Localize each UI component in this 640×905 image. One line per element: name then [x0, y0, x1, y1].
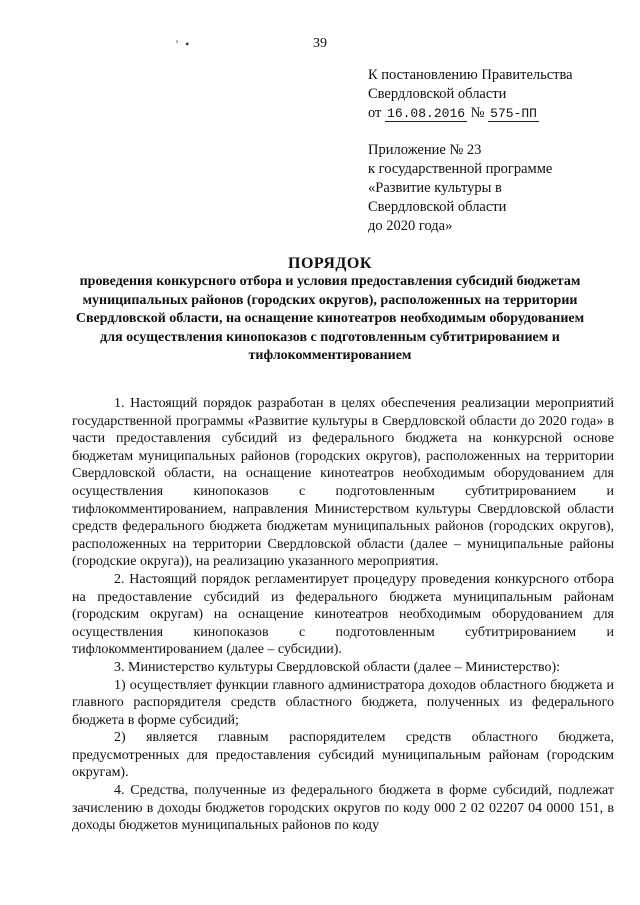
resolution-reference	[368, 66, 573, 123]
appendix-line-2: к государственной программе	[368, 161, 553, 177]
appendix-line-1: Приложение № 23	[368, 142, 482, 158]
paragraph-1: 1. Настоящий порядок разработан в целях обеспечения реализации мероприятий государственной программы «Развитие культуры в Свердловской области до 2020 года» в части предоставления субсидий из федерального бюджета на конкурсной основе бюджетам муниципальных районов (городских округов), расположенных на территории Свердловской области, на оснащение кинотеатров необходимым оборудованием для осуществления кинопоказов с подготовленным субтитрированием и тифлокомментированием, направления Министерством культуры Свердловской области средств федерального бюджета бюджетам муниципальных районов (городских округов), расположенных на территории Свердловской области (далее – муниципальные районы (городские округа)), на реализацию указанного мероприятия.	[72, 396, 614, 570]
document-subtitle: проведения конкурсного отбора и условия предоставления субсидий бюджетам муниципальных районов (городских округов), расположенных на территории Свердловской области, на оснащение кинотеатров необходимым оборудованием для осуществления кинопоказов с подготовленным субтитрированием и тифлокомментированием	[75, 274, 585, 363]
resolution-line-2: Свердловской области	[368, 86, 507, 102]
paragraph-2: 2. Настоящий порядок регламентирует процедуру проведения конкурсного отбора на предоставление субсидий из федерального бюджета муниципальным районам (городским округам) на оснащение кинотеатров необходимым оборудованием для осуществления кинопоказов с подготовленным субтитрированием и тифлокомментированием (далее – субсидии).	[72, 571, 614, 658]
page-number: 39	[313, 36, 327, 51]
paragraph-4: 4. Средства, полученные из федерального бюджета в форме субсидий, подлежат зачислению в доходы бюджетов городских округов по коду 000 2 02 02207 04 0000 151, в доходы бюджетов муниципальных районов по коду	[72, 783, 614, 834]
resolution-line-1: К постановлению Правительства	[368, 67, 573, 83]
document-body	[72, 395, 614, 835]
resolution-number: 575-ПП	[490, 106, 537, 121]
paragraph-3: 3. Министерство культуры Свердловской области (далее – Министерство):	[114, 659, 561, 675]
appendix-line-4: Свердловской области	[368, 199, 507, 215]
paragraph-3-item-2: 2) является главным распорядителем средств областного бюджета, предусмотренных для предоставления субсидий муниципальным районам (городским округам).	[72, 730, 614, 781]
document-title: ПОРЯДОК	[288, 255, 372, 272]
resolution-date-line	[368, 104, 573, 123]
appendix-line-3: «Развитие культуры в	[368, 180, 502, 196]
appendix-block	[368, 141, 552, 236]
from-label: от	[368, 105, 382, 121]
resolution-date: 16.08.2016	[387, 106, 466, 121]
paragraph-3-item-1: 1) осуществляет функции главного администратора доходов областного бюджета и главного распорядителя средств областного бюджета, полученных из федерального бюджета в форме субсидий;	[72, 677, 614, 728]
scan-marks: ' •	[176, 37, 192, 51]
number-label: №	[470, 105, 485, 121]
appendix-line-5: до 2020 года»	[368, 218, 453, 234]
